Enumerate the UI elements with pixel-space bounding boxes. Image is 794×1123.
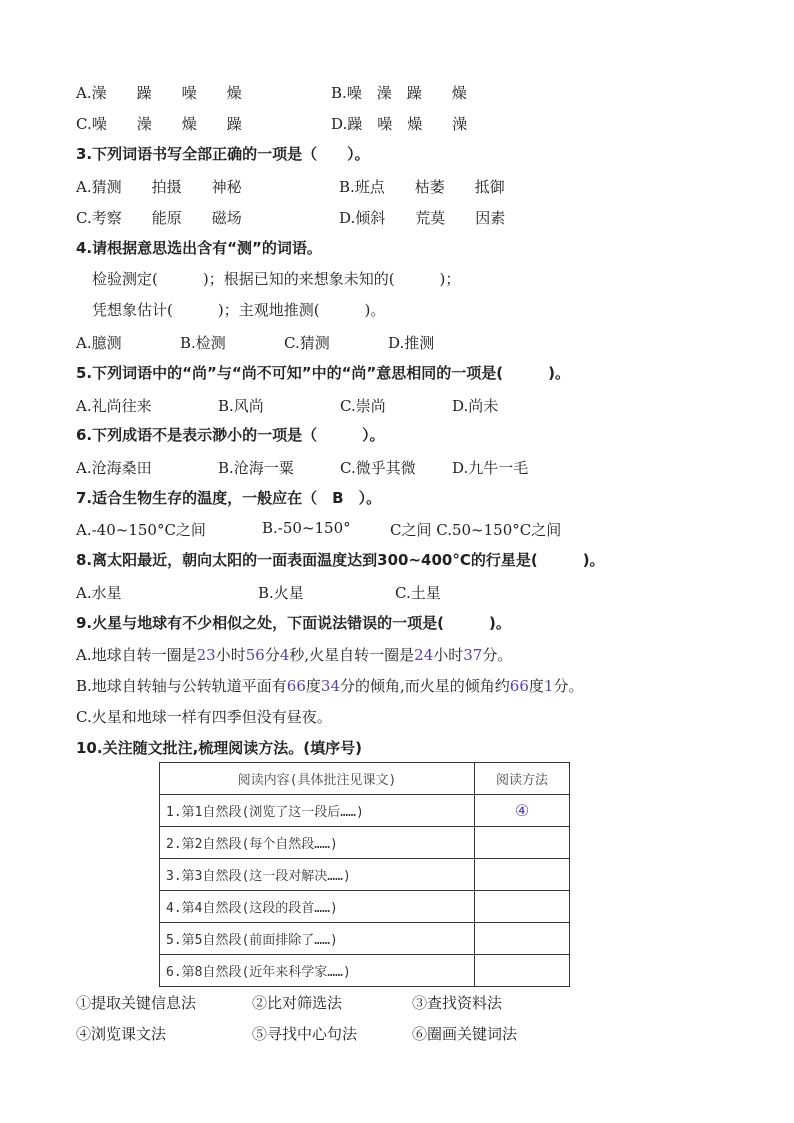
table-row bbox=[160, 891, 570, 923]
q2-option-b: B.噪 澡 躁 燥 bbox=[331, 84, 467, 102]
row-method-answer[interactable] bbox=[475, 859, 570, 891]
q5-option-d: D.尚未 bbox=[452, 397, 499, 415]
q4-option-d: D.推测 bbox=[388, 334, 435, 352]
method-option-1: ①提取关键信息法 bbox=[76, 994, 197, 1012]
header-reading-method: 阅读方法 bbox=[475, 763, 570, 795]
q8-option-a: A.水星 bbox=[76, 584, 122, 602]
q7-option-c: C之间 C.50~150°C之间 bbox=[390, 521, 562, 539]
row-method-answer[interactable] bbox=[475, 923, 570, 955]
table-row bbox=[160, 923, 570, 955]
q6-stem: 6.下列成语不是表示渺小的一项是（ ）。 bbox=[76, 426, 385, 444]
row-content: 2.第2自然段(每个自然段……) bbox=[160, 827, 475, 859]
reading-method-table bbox=[159, 762, 570, 987]
q8-option-b: B.火星 bbox=[258, 584, 304, 602]
table-row bbox=[160, 955, 570, 987]
method-option-2: ②比对筛选法 bbox=[252, 994, 343, 1012]
row-content: 5.第5自然段(前面排除了……) bbox=[160, 923, 475, 955]
q3-option-b: B.班点 枯萎 抵御 bbox=[339, 178, 505, 196]
table-header-row bbox=[160, 763, 570, 795]
q9-b-text: 分的倾角,而火星的倾角约 bbox=[340, 677, 510, 695]
q9-a-number: 23 bbox=[196, 646, 216, 664]
q8-stem: 8.离太阳最近，朝向太阳的一面表面温度达到300~400°C的行星是( )。 bbox=[76, 551, 605, 569]
q2-option-c: C.噪 澡 燥 躁 bbox=[76, 115, 242, 133]
q2-option-a: A.澡 躁 噪 燥 bbox=[76, 84, 242, 102]
row-content: 1.第1自然段(浏览了这一段后……) bbox=[160, 795, 475, 827]
q3-option-a: A.猜测 拍摄 神秘 bbox=[76, 178, 242, 196]
row-content: 4.第4自然段(这段的段首……) bbox=[160, 891, 475, 923]
method-option-6: ⑥圈画关键词法 bbox=[412, 1025, 518, 1043]
q9-b-text: 分。 bbox=[553, 677, 584, 695]
q3-option-c: C.考察 能原 磁场 bbox=[76, 209, 242, 227]
method-option-3: ③查找资料法 bbox=[412, 994, 503, 1012]
q10-stem: 10.关注随文批注,梳理阅读方法。(填序号) bbox=[76, 739, 362, 757]
row-method-answer[interactable]: ④ bbox=[475, 795, 570, 827]
q9-a-text: 秒,火星自转一圈是 bbox=[289, 646, 415, 664]
header-reading-content: 阅读内容(具体批注见课文) bbox=[160, 763, 475, 795]
method-option-4: ④浏览课文法 bbox=[76, 1025, 167, 1043]
q4-option-b: B.检测 bbox=[180, 334, 226, 352]
q9-a-text: A.地球自转一圈是 bbox=[76, 646, 197, 664]
method-option-5: ⑤寻找中心句法 bbox=[252, 1025, 358, 1043]
q9-a-number: 56 bbox=[245, 646, 265, 664]
q9-b-text: B.地球自转轴与公转轨道平面有 bbox=[76, 677, 287, 695]
q5-stem: 5.下列词语中的“尚”与“尚不可知”中的“尚”意思相同的一项是( )。 bbox=[76, 364, 570, 382]
q9-a-text: 分。 bbox=[482, 646, 513, 664]
q9-a-number: 4 bbox=[279, 646, 290, 664]
q7-option-a: A.-40~150°C之间 bbox=[76, 521, 206, 539]
q4-stem: 4.请根据意思选出含有“测”的词语。 bbox=[76, 239, 322, 257]
q9-b-number: 66 bbox=[509, 677, 529, 695]
q9-option-a bbox=[76, 645, 512, 665]
q9-option-b bbox=[76, 676, 583, 696]
q9-a-number: 24 bbox=[414, 646, 434, 664]
q9-a-text: 小时 bbox=[433, 646, 464, 664]
q9-b-text: 度 bbox=[305, 677, 321, 695]
q9-b-text: 度 bbox=[528, 677, 544, 695]
q9-b-number: 34 bbox=[320, 677, 340, 695]
q6-option-c: C.微乎其微 bbox=[340, 459, 416, 477]
q3-stem: 3.下列词语书写全部正确的一项是（ ）。 bbox=[76, 145, 370, 163]
q3-option-d: D.倾斜 荒莫 因素 bbox=[339, 209, 506, 227]
q9-a-number: 37 bbox=[463, 646, 483, 664]
q2-option-d: D.躁 噪 燥 澡 bbox=[331, 115, 468, 133]
q5-option-c: C.崇尚 bbox=[340, 397, 386, 415]
q4-definition-line-2: 凭想象估计( )；主观地推测( )。 bbox=[92, 301, 386, 319]
q5-option-b: B.风尚 bbox=[218, 397, 264, 415]
q9-a-text: 小时 bbox=[215, 646, 246, 664]
row-content: 3.第3自然段(这一段对解决……) bbox=[160, 859, 475, 891]
q9-b-number: 1 bbox=[543, 677, 554, 695]
row-content: 6.第8自然段(近年来科学家……) bbox=[160, 955, 475, 987]
q7-option-b: B.-50~150° bbox=[262, 519, 351, 537]
table-row bbox=[160, 859, 570, 891]
q4-option-a: A.臆测 bbox=[76, 334, 122, 352]
q9-option-c: C.火星和地球一样有四季但没有昼夜。 bbox=[76, 708, 332, 726]
q9-stem: 9.火星与地球有不少相似之处，下面说法错误的一项是( )。 bbox=[76, 614, 511, 632]
q9-b-number: 66 bbox=[286, 677, 306, 695]
q5-option-a: A.礼尚往来 bbox=[76, 397, 152, 415]
q6-option-b: B.沧海一粟 bbox=[218, 459, 294, 477]
q6-option-d: D.九牛一毛 bbox=[452, 459, 529, 477]
table-row bbox=[160, 827, 570, 859]
q8-option-c: C.土星 bbox=[395, 584, 441, 602]
q9-a-text: 分 bbox=[264, 646, 280, 664]
row-method-answer[interactable] bbox=[475, 827, 570, 859]
row-method-answer[interactable] bbox=[475, 891, 570, 923]
q6-option-a: A.沧海桑田 bbox=[76, 459, 152, 477]
table-row bbox=[160, 795, 570, 827]
row-method-answer[interactable] bbox=[475, 955, 570, 987]
q4-definition-line-1: 检验测定( )；根据已知的来想象未知的( )； bbox=[92, 270, 461, 288]
q4-option-c: C.猜测 bbox=[284, 334, 330, 352]
q7-stem: 7.适合生物生存的温度，一般应在（ B ）。 bbox=[76, 489, 382, 507]
